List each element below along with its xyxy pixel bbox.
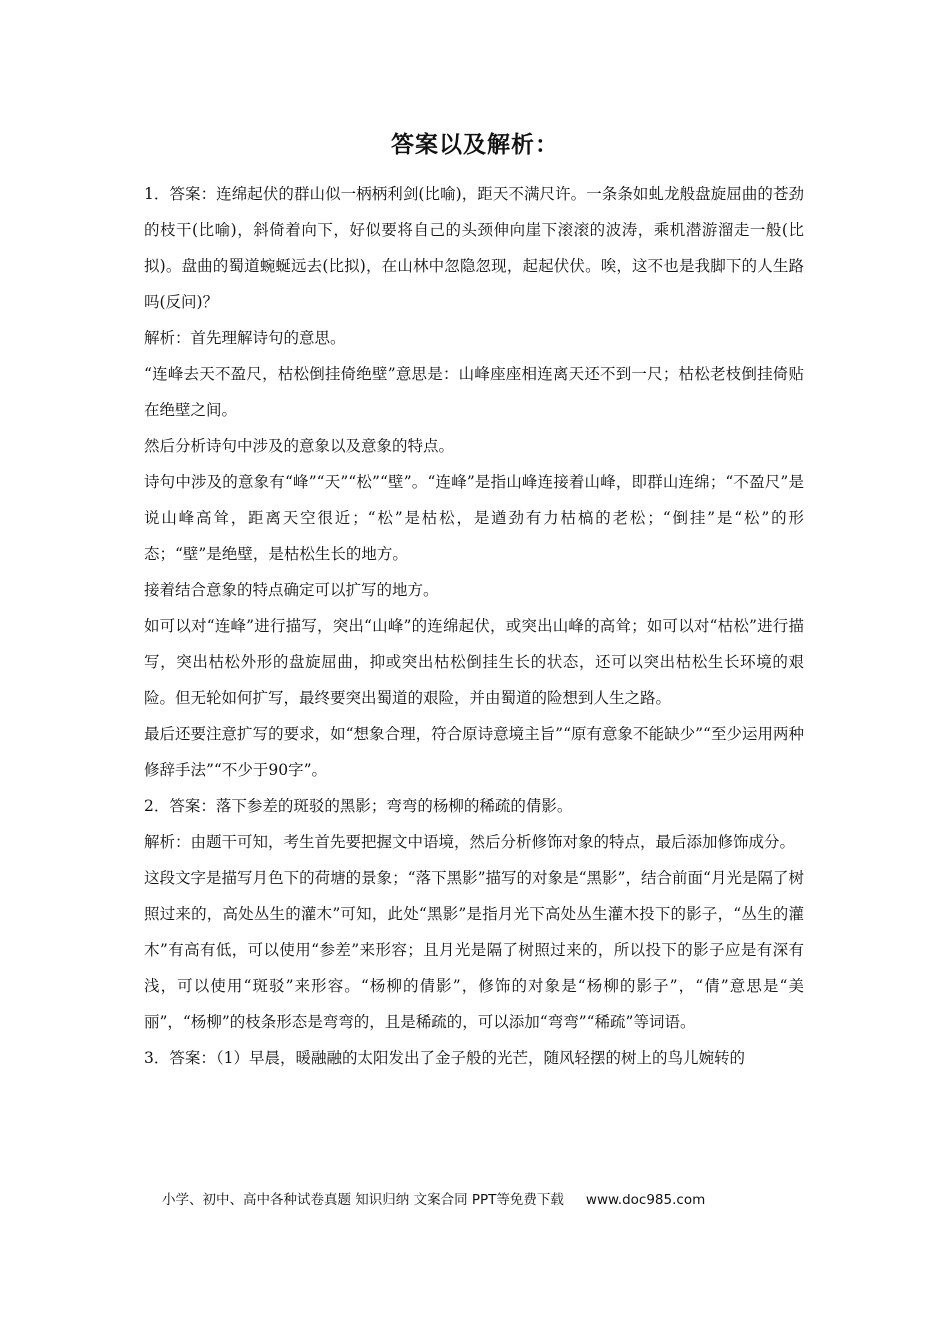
analysis-1-requirements: 最后还要注意扩写的要求，如“想象合理，符合原诗意境主旨”“原有意象不能缺少”“至少运用两种修辞手法”“不少于90字”。 bbox=[144, 725, 804, 779]
analysis-1-intro: 解析：首先理解诗句的意思。 bbox=[144, 329, 346, 347]
answer-2-text: 2．答案：落下参差的斑驳的黑影；弯弯的杨柳的稀疏的倩影。 bbox=[144, 797, 573, 815]
analysis-1-expansion: 如可以对“连峰”进行描写，突出“山峰”的连绵起伏，或突出山峰的高耸；如可以对“枯松”进行描写，突出枯松外形的盘旋屈曲，抑或突出枯松倒挂生长的状态，还可以突出枯松生长环境的艰险。但无轮如何扩写，最终要突出蜀道的艰险，并由蜀道的险想到人生之路。 bbox=[144, 617, 804, 707]
footer-site-link[interactable]: www.doc985.com bbox=[585, 1192, 706, 1208]
analysis-2-intro: 解析：由题干可知，考生首先要把握文中语境，然后分析修饰对象的特点，最后添加修饰成分。 bbox=[144, 833, 796, 851]
answer-content bbox=[144, 176, 804, 1076]
answer-3-text: 3．答案：（1）早晨，暖融融的太阳发出了金子般的光芒，随风轻摆的树上的鸟儿婉转的 bbox=[144, 1049, 745, 1067]
footer-text: 小学、初中、高中各种试卷真题 知识归纳 文案合同 PPT等免费下载 bbox=[162, 1192, 564, 1208]
answer-1-text: 1．答案：连绵起伏的群山似一柄柄利剑(比喻)，距天不满尺许。一条条如虬龙般盘旋屈曲的苍劲的枝干(比喻)，斜倚着向下，好似要将自己的头颈伸向崖下滚滚的波涛，乘机潜游溜走一般(比拟)。盘曲的蜀道蜿蜒远去(比拟)，在山林中忽隐忽现，起起伏伏。唉，这不也是我脚下的人生路吗(反问)？ bbox=[144, 185, 804, 311]
page-title: 答案以及解析： bbox=[391, 132, 559, 158]
analysis-1-step2: 然后分析诗句中涉及的意象以及意象的特点。 bbox=[144, 437, 455, 455]
analysis-1-step3: 接着结合意象的特点确定可以扩写的地方。 bbox=[144, 581, 439, 599]
analysis-1-imagery: 诗句中涉及的意象有“峰”“天”“松”“壁”。“连峰”是指山峰连接着山峰，即群山连绵；“不盈尺”是说山峰高耸，距离天空很近；“松”是枯松，是遒劲有力枯槁的老松；“倒挂”是“松”的形态；“壁”是绝壁，是枯松生长的地方。 bbox=[144, 473, 804, 563]
footer-banner bbox=[162, 1188, 705, 1208]
analysis-1-meaning: “连峰去天不盈尺，枯松倒挂倚绝壁”意思是：山峰座座相连离天还不到一尺；枯松老枝倒挂倚贴在绝壁之间。 bbox=[144, 365, 804, 419]
analysis-2-detail: 这段文字是描写月色下的荷塘的景象；“落下黑影”描写的对象是“黑影”，结合前面“月光是隔了树照过来的，高处丛生的灌木”可知，此处“黑影”是指月光下高处丛生灌木投下的影子，“丛生的灌木”有高有低，可以使用“参差”来形容；且月光是隔了树照过来的，所以投下的影子应是有深有浅，可以使用“斑驳”来形容。“杨柳的倩影”，修饰的对象是“杨柳的影子”，“倩”意思是“美丽”，“杨柳”的枝条形态是弯弯的，且是稀疏的，可以添加“弯弯”“稀疏”等词语。 bbox=[144, 869, 804, 1031]
